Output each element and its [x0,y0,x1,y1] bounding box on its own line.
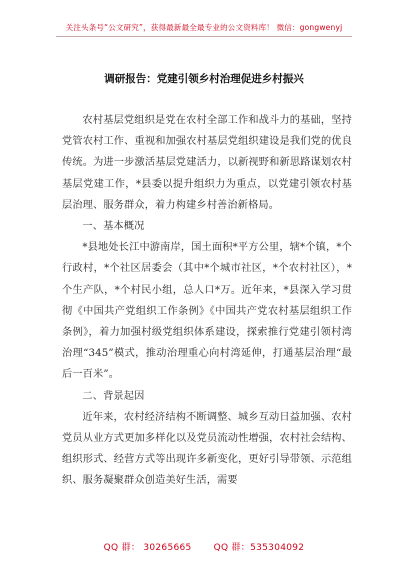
section-heading-overview: 一、基本概况 [82,221,145,233]
footer-qq-group-2: QQ 群：535304092 [213,543,305,553]
document-title: 调研报告：党建引领乡村治理促进乡村振兴 [104,73,304,85]
header-banner: 关注头条号“公文研究”，获得最新最全最专业的公文资料库！ 微信：gongwenyj [65,23,343,32]
paragraph-background: 近年来，农村经济结构不断调整、城乡互动日益加强、农村党员从业方式更加多样化以及党员流动性增强，农村社会结构、组织形式、经营方式等出现许多新变化，更好引导带领、示范组织、服务凝聚群众创造美好生活，需要 [62,411,352,487]
paragraph-intro: 农村基层党组织是党在农村全部工作和战斗力的基础，坚持党管农村工作、重视和加强农村基层党组织建设是我们党的优良传统。为进一步激活基层党建活力，以新视野和新思路谋划农村基层党建工作，*县委以提升组织力为重点，以党建引领农村基层治理、服务群众，着力构建乡村善治新格局。 [62,115,352,211]
footer-contact [0,540,408,553]
document-body [62,110,352,492]
footer-qq-group-1: QQ 群： 30265665 [103,543,192,553]
header-divider [56,36,352,37]
paragraph-overview: *县地处长江中游南岸，国土面积*平方公里，辖*个镇，*个行政村，*个社区居委会（其中*个城市社区，*个农村社区），*个生产队，*个村民小组，总人口*万。近年来，*县深入学习贯彻《中国共产党组织工作条例》《中国共产党农村基层组织工作条例》，着力加强村级党组织体系建设，探索推行党建引领村湾治理“345”模式，推动治理重心向村湾延伸，打通基层治理“最后一百米”。 [62,242,352,381]
section-heading-background: 二、背景起因 [82,390,145,402]
